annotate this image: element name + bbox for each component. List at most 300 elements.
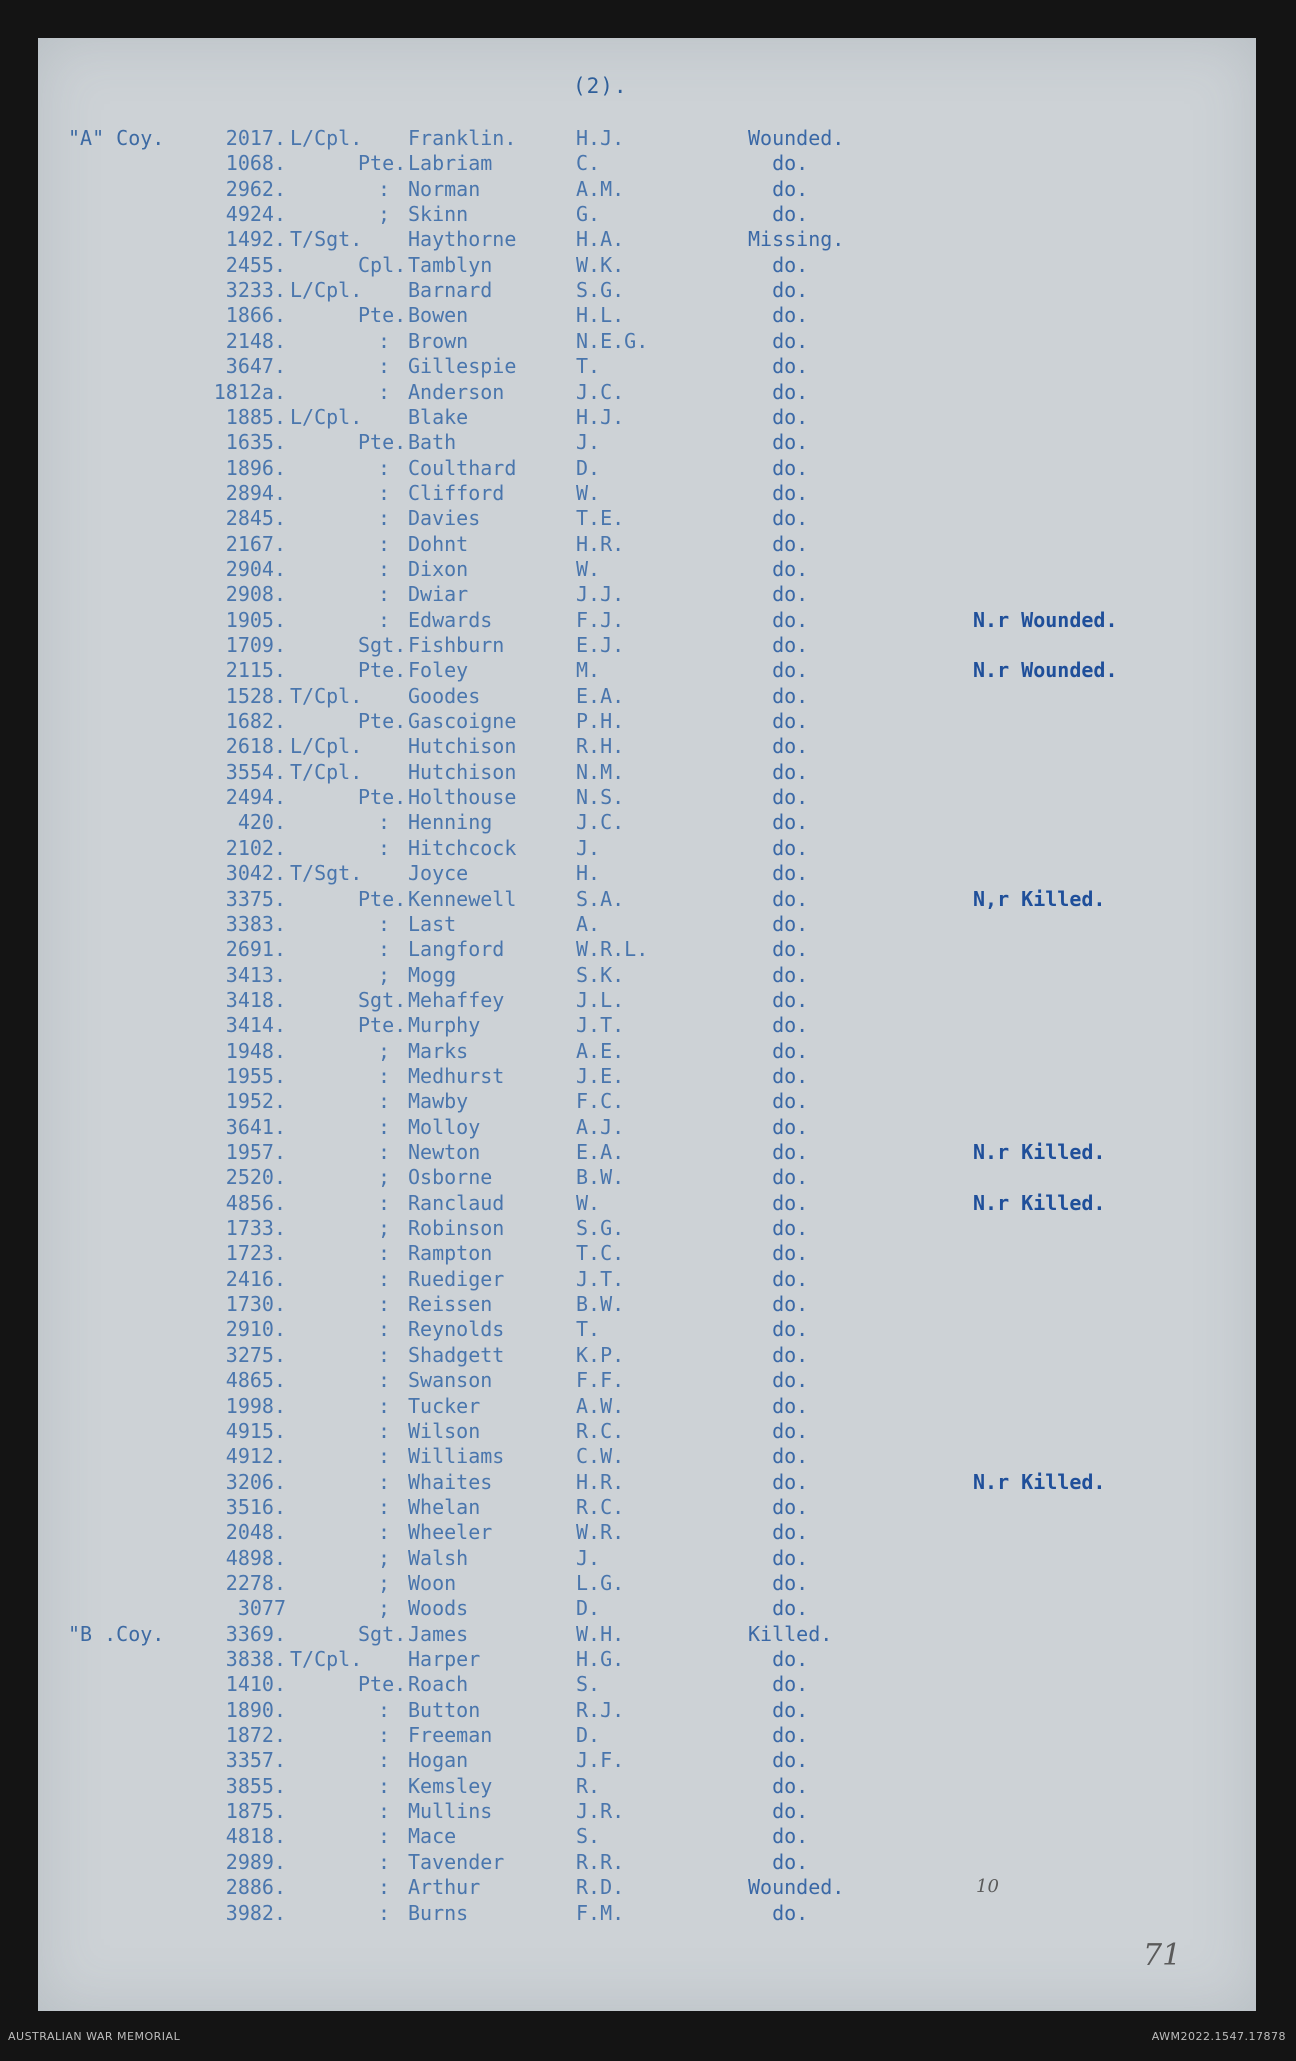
cell-status: do.: [748, 1140, 809, 1164]
cell-status: do.: [748, 1038, 809, 1063]
table-row: [38, 1394, 1256, 1419]
cell-num: 1410.: [225, 1672, 286, 1697]
cell-surname: Freeman: [408, 1723, 493, 1748]
table-row: [38, 1444, 1256, 1469]
table-row: [38, 1546, 1256, 1571]
cell-rank: :: [378, 531, 391, 556]
cell-num: 420.: [237, 810, 286, 835]
cell-num: 3383.: [225, 911, 286, 936]
table-row: [38, 1140, 1256, 1165]
cell-status: do.: [748, 1748, 809, 1773]
cell-rank: :: [378, 1089, 391, 1114]
cell-rank: L/Cpl.: [290, 126, 363, 150]
cell-status: do.: [748, 480, 809, 505]
cell-initials: J.L.: [576, 987, 625, 1012]
cell-rank: :: [378, 1824, 391, 1849]
table-row: [38, 633, 1256, 658]
cell-status: do.: [748, 1216, 809, 1241]
cell-rank: :: [378, 1723, 391, 1748]
table-row: [38, 1850, 1256, 1875]
cell-surname: Kennewell: [408, 886, 517, 911]
cell-status: do.: [748, 1368, 809, 1393]
cell-status: do.: [748, 911, 809, 936]
cell-initials: H.R.: [576, 1469, 625, 1494]
cell-status: do.: [748, 1317, 809, 1342]
cell-surname: James: [408, 1621, 469, 1646]
cell-initials: F.M.: [576, 1900, 625, 1925]
table-row: [38, 1495, 1256, 1520]
cell-num: 4818.: [225, 1824, 286, 1849]
cell-initials: S.G.: [576, 1216, 625, 1241]
cell-status: Wounded.: [748, 1875, 845, 1900]
cell-rank: :: [378, 1520, 391, 1545]
table-row: [38, 582, 1256, 607]
table-row: [38, 1419, 1256, 1444]
cell-num: 2904.: [225, 556, 286, 581]
cell-coy: "B .Coy.: [68, 1621, 165, 1646]
cell-surname: Mace: [408, 1824, 457, 1849]
table-row: [38, 1115, 1256, 1140]
cell-rank: Sgt.: [358, 987, 407, 1012]
cell-surname: Williams: [408, 1444, 505, 1469]
cell-rank: :: [378, 1292, 391, 1317]
cell-rank: :: [378, 1773, 391, 1798]
cell-note: N.r Killed.: [973, 1190, 1106, 1215]
cell-surname: Last: [408, 911, 457, 936]
cell-initials: N.S.: [576, 785, 625, 810]
cell-initials: R.H.: [576, 734, 625, 759]
cell-status: do.: [748, 582, 809, 607]
cell-initials: D.: [576, 1723, 601, 1748]
cell-rank: ;: [378, 962, 391, 987]
cell-rank: L/Cpl.: [290, 734, 363, 759]
cell-num: 2886.: [225, 1875, 286, 1900]
cell-initials: E.J.: [576, 633, 625, 657]
table-row: [38, 177, 1256, 202]
table-row: [38, 1191, 1256, 1216]
cell-rank: :: [378, 176, 391, 201]
table-row: [38, 1901, 1256, 1926]
cell-surname: Murphy: [408, 1013, 481, 1038]
cell-initials: J.: [576, 430, 601, 455]
cell-status: do.: [748, 1545, 809, 1570]
cell-rank: ;: [378, 1165, 391, 1190]
cell-rank: :: [378, 607, 391, 632]
cell-surname: Gillespie: [408, 354, 517, 379]
cell-status: do.: [748, 404, 809, 429]
cell-initials: F.C.: [576, 1089, 625, 1114]
cell-rank: Pte.: [358, 658, 407, 683]
cell-surname: Langford: [408, 937, 505, 962]
cell-initials: W.H.: [576, 1621, 625, 1646]
cell-rank: :: [378, 835, 391, 860]
cell-rank: :: [378, 1469, 391, 1494]
cell-num: 1948.: [225, 1038, 286, 1063]
table-row: [38, 1064, 1256, 1089]
cell-rank: T/Sgt.: [290, 227, 363, 252]
cell-initials: E.A.: [576, 683, 625, 708]
cell-initials: J.F.: [576, 1748, 625, 1773]
cell-rank: :: [378, 1241, 391, 1266]
footer-reference-id: AWM2022.1547.17878: [1151, 2030, 1286, 2043]
cell-num: 1528.: [225, 683, 286, 708]
cell-surname: Holthouse: [408, 785, 517, 810]
cell-surname: Button: [408, 1697, 481, 1722]
cell-status: do.: [748, 1241, 809, 1266]
cell-surname: Medhurst: [408, 1063, 505, 1088]
cell-surname: Whelan: [408, 1494, 481, 1519]
cell-status: do.: [748, 1469, 809, 1494]
table-row: [38, 354, 1256, 379]
cell-rank: Cpl.: [358, 252, 407, 277]
cell-surname: Burns: [408, 1900, 469, 1925]
cell-surname: Ruediger: [408, 1266, 505, 1291]
cell-status: do.: [748, 1723, 809, 1748]
cell-num: 2115.: [225, 658, 286, 683]
footer-archive-name: AUSTRALIAN WAR MEMORIAL: [8, 2030, 181, 2043]
cell-rank: Sgt.: [358, 633, 407, 657]
cell-num: 1885.: [225, 404, 286, 429]
cell-initials: L.G.: [576, 1570, 625, 1595]
table-row: [38, 963, 1256, 988]
cell-status: do.: [748, 937, 809, 962]
cell-initials: J.C.: [576, 379, 625, 404]
cell-rank: :: [378, 1418, 391, 1443]
cell-num: 2148.: [225, 328, 286, 353]
cell-initials: S.: [576, 1672, 601, 1697]
cell-rank: Pte.: [358, 1013, 407, 1038]
cell-num: 3077: [237, 1596, 286, 1621]
cell-initials: T.: [576, 354, 601, 379]
cell-note: N.r Wounded.: [973, 607, 1118, 632]
cell-surname: Roach: [408, 1672, 469, 1697]
cell-status: do.: [748, 1013, 809, 1038]
cell-initials: C.: [576, 151, 601, 176]
table-row: [38, 1748, 1256, 1773]
cell-status: do.: [748, 506, 809, 531]
table-row: [38, 1292, 1256, 1317]
cell-num: 3838.: [225, 1647, 286, 1671]
table-row: [38, 1241, 1256, 1266]
cell-surname: Hitchcock: [408, 835, 517, 860]
cell-initials: S.: [576, 1824, 601, 1849]
table-row: [38, 785, 1256, 810]
table-row: [38, 1165, 1256, 1190]
table-row: [38, 1723, 1256, 1748]
cell-surname: Dohnt: [408, 531, 469, 556]
table-row: [38, 709, 1256, 734]
cell-status: do.: [748, 658, 809, 683]
cell-surname: Robinson: [408, 1216, 505, 1241]
table-row: [38, 1368, 1256, 1393]
cell-status: do.: [748, 987, 809, 1012]
cell-surname: Franklin.: [408, 126, 517, 150]
cell-num: 1998.: [225, 1393, 286, 1418]
cell-status: do.: [748, 861, 809, 886]
cell-initials: A.M.: [576, 176, 625, 201]
cell-initials: P.H.: [576, 709, 625, 734]
cell-rank: :: [378, 328, 391, 353]
cell-surname: Kemsley: [408, 1773, 493, 1798]
cell-initials: R.C.: [576, 1418, 625, 1443]
cell-surname: Shadgett: [408, 1342, 505, 1367]
cell-num: 1872.: [225, 1723, 286, 1748]
cell-surname: Skinn: [408, 202, 469, 227]
cell-surname: Hutchison: [408, 759, 517, 784]
cell-rank: :: [378, 1697, 391, 1722]
table-row: [38, 380, 1256, 405]
cell-status: do.: [748, 759, 809, 784]
table-row: [38, 532, 1256, 557]
table-row: [38, 1774, 1256, 1799]
cell-initials: H.G.: [576, 1647, 625, 1671]
cell-surname: Wheeler: [408, 1520, 493, 1545]
cell-status: do.: [748, 1165, 809, 1190]
cell-num: 1896.: [225, 455, 286, 480]
cell-status: do.: [748, 328, 809, 353]
cell-surname: Molloy: [408, 1114, 481, 1139]
cell-rank: Pte.: [358, 303, 407, 328]
cell-surname: Marks: [408, 1038, 469, 1063]
cell-num: 1905.: [225, 607, 286, 632]
cell-surname: Newton: [408, 1140, 481, 1164]
document-page: [38, 38, 1256, 2011]
cell-rank: :: [378, 480, 391, 505]
cell-num: 2017.: [225, 126, 286, 150]
cell-initials: W.R.L.: [576, 937, 649, 962]
cell-surname: Reissen: [408, 1292, 493, 1317]
cell-initials: H.A.: [576, 227, 625, 252]
table-row: [38, 506, 1256, 531]
table-row: [38, 278, 1256, 303]
cell-initials: A.: [576, 911, 601, 936]
cell-num: 2908.: [225, 582, 286, 607]
cell-surname: Coulthard: [408, 455, 517, 480]
table-row: [38, 1799, 1256, 1824]
cell-initials: H.L.: [576, 303, 625, 328]
cell-initials: A.J.: [576, 1114, 625, 1139]
table-row: [38, 912, 1256, 937]
cell-initials: J.: [576, 835, 601, 860]
cell-num: 3418.: [225, 987, 286, 1012]
table-row: [38, 1622, 1256, 1647]
cell-rank: Pte.: [358, 151, 407, 176]
cell-initials: T.: [576, 1317, 601, 1342]
cell-initials: W.: [576, 556, 601, 581]
cell-num: 2416.: [225, 1266, 286, 1291]
table-row: [38, 734, 1256, 759]
cell-status: do.: [748, 1647, 809, 1671]
table-row: [38, 810, 1256, 835]
cell-rank: :: [378, 1317, 391, 1342]
table-row: [38, 1672, 1256, 1697]
cell-rank: ;: [378, 202, 391, 227]
cell-initials: F.F.: [576, 1368, 625, 1393]
table-row: [38, 1824, 1256, 1849]
pencil-tally: 10: [976, 1876, 999, 1897]
cell-initials: R.R.: [576, 1849, 625, 1874]
table-row: [38, 988, 1256, 1013]
cell-status: do.: [748, 785, 809, 810]
cell-surname: Ranclaud: [408, 1190, 505, 1215]
cell-initials: J.J.: [576, 582, 625, 607]
cell-initials: J.R.: [576, 1799, 625, 1824]
cell-surname: Bowen: [408, 303, 469, 328]
cell-initials: H.J.: [576, 404, 625, 429]
cell-num: 2494.: [225, 785, 286, 810]
cell-num: 3206.: [225, 1469, 286, 1494]
cell-num: 3233.: [225, 278, 286, 303]
cell-num: 1730.: [225, 1292, 286, 1317]
table-row: [38, 481, 1256, 506]
cell-surname: Labriam: [408, 151, 493, 176]
cell-status: do.: [748, 1393, 809, 1418]
cell-initials: R.J.: [576, 1697, 625, 1722]
cell-rank: :: [378, 1342, 391, 1367]
table-row: [38, 151, 1256, 176]
cell-status: do.: [748, 556, 809, 581]
table-row: [38, 861, 1256, 886]
cell-initials: G.: [576, 202, 601, 227]
cell-status: do.: [748, 962, 809, 987]
cell-status: do.: [748, 734, 809, 759]
table-row: [38, 303, 1256, 328]
cell-status: do.: [748, 1418, 809, 1443]
cell-status: do.: [748, 1494, 809, 1519]
cell-num: 2845.: [225, 506, 286, 531]
cell-initials: J.: [576, 1545, 601, 1570]
cell-rank: L/Cpl.: [290, 278, 363, 303]
cell-rank: Pte.: [358, 430, 407, 455]
cell-num: 2910.: [225, 1317, 286, 1342]
cell-surname: Swanson: [408, 1368, 493, 1393]
cell-rank: :: [378, 1849, 391, 1874]
cell-surname: Reynolds: [408, 1317, 505, 1342]
cell-status: do.: [748, 354, 809, 379]
cell-num: 1492.: [225, 227, 286, 252]
cell-status: do.: [748, 1266, 809, 1291]
cell-initials: N.M.: [576, 759, 625, 784]
table-row: [38, 1013, 1256, 1038]
cell-status: do.: [748, 176, 809, 201]
cell-rank: :: [378, 1368, 391, 1393]
cell-surname: Mogg: [408, 962, 457, 987]
cell-surname: Anderson: [408, 379, 505, 404]
cell-surname: Harper: [408, 1647, 481, 1671]
cell-num: 1682.: [225, 709, 286, 734]
table-row: [38, 1571, 1256, 1596]
cell-status: do.: [748, 455, 809, 480]
cell-rank: T/Cpl.: [290, 759, 363, 784]
cell-surname: Whaites: [408, 1469, 493, 1494]
cell-surname: Brown: [408, 328, 469, 353]
cell-num: 2520.: [225, 1165, 286, 1190]
cell-note: N.r Killed.: [973, 1469, 1106, 1494]
cell-num: 2278.: [225, 1570, 286, 1595]
cell-status: do.: [748, 252, 809, 277]
cell-surname: Mawby: [408, 1089, 469, 1114]
cell-rank: L/Cpl.: [290, 404, 363, 429]
cell-rank: :: [378, 1900, 391, 1925]
cell-surname: Haythorne: [408, 227, 517, 252]
cell-surname: Osborne: [408, 1165, 493, 1190]
cell-num: 3516.: [225, 1494, 286, 1519]
cell-rank: :: [378, 1140, 391, 1164]
cell-num: 3275.: [225, 1342, 286, 1367]
cell-surname: Woon: [408, 1570, 457, 1595]
cell-initials: K.P.: [576, 1342, 625, 1367]
cell-rank: :: [378, 582, 391, 607]
cell-num: 1890.: [225, 1697, 286, 1722]
cell-initials: S.K.: [576, 962, 625, 987]
cell-num: 1957.: [225, 1140, 286, 1164]
cell-status: do.: [748, 1190, 809, 1215]
cell-surname: Dwiar: [408, 582, 469, 607]
cell-surname: Tamblyn: [408, 252, 493, 277]
cell-initials: A.W.: [576, 1393, 625, 1418]
table-row: [38, 253, 1256, 278]
cell-status: do.: [748, 430, 809, 455]
cell-num: 4912.: [225, 1444, 286, 1469]
cell-num: 2102.: [225, 835, 286, 860]
cell-num: 3641.: [225, 1114, 286, 1139]
cell-status: do.: [748, 810, 809, 835]
cell-status: do.: [748, 633, 809, 657]
table-row: [38, 760, 1256, 785]
cell-num: 2894.: [225, 480, 286, 505]
cell-status: do.: [748, 151, 809, 176]
table-row: [38, 608, 1256, 633]
table-row: [38, 456, 1256, 481]
cell-num: 2691.: [225, 937, 286, 962]
cell-rank: Pte.: [358, 1672, 407, 1697]
cell-surname: Walsh: [408, 1545, 469, 1570]
table-row: [38, 227, 1256, 252]
cell-num: 3375.: [225, 886, 286, 911]
cell-note: N.r Killed.: [973, 1140, 1106, 1164]
cell-surname: Arthur: [408, 1875, 481, 1900]
cell-status: do.: [748, 1114, 809, 1139]
cell-initials: R.D.: [576, 1875, 625, 1900]
cell-status: do.: [748, 886, 809, 911]
cell-status: do.: [748, 1342, 809, 1367]
cell-status: do.: [748, 303, 809, 328]
cell-rank: :: [378, 455, 391, 480]
cell-status: do.: [748, 1849, 809, 1874]
cell-surname: Mullins: [408, 1799, 493, 1824]
cell-num: 3042.: [225, 861, 286, 886]
cell-initials: J.E.: [576, 1063, 625, 1088]
cell-num: 2048.: [225, 1520, 286, 1545]
cell-num: 4924.: [225, 202, 286, 227]
cell-surname: Edwards: [408, 607, 493, 632]
cell-initials: A.E.: [576, 1038, 625, 1063]
cell-status: do.: [748, 1773, 809, 1798]
cell-num: 1068.: [225, 151, 286, 176]
cell-num: 2962.: [225, 176, 286, 201]
cell-surname: Blake: [408, 404, 469, 429]
casualty-list: [38, 38, 1256, 2011]
cell-initials: W.K.: [576, 252, 625, 277]
cell-rank: :: [378, 506, 391, 531]
cell-status: do.: [748, 1697, 809, 1722]
cell-initials: J.C.: [576, 810, 625, 835]
cell-initials: C.W.: [576, 1444, 625, 1469]
cell-rank: :: [378, 1444, 391, 1469]
table-row: [38, 126, 1256, 151]
cell-num: 3982.: [225, 1900, 286, 1925]
cell-status: do.: [748, 1799, 809, 1824]
